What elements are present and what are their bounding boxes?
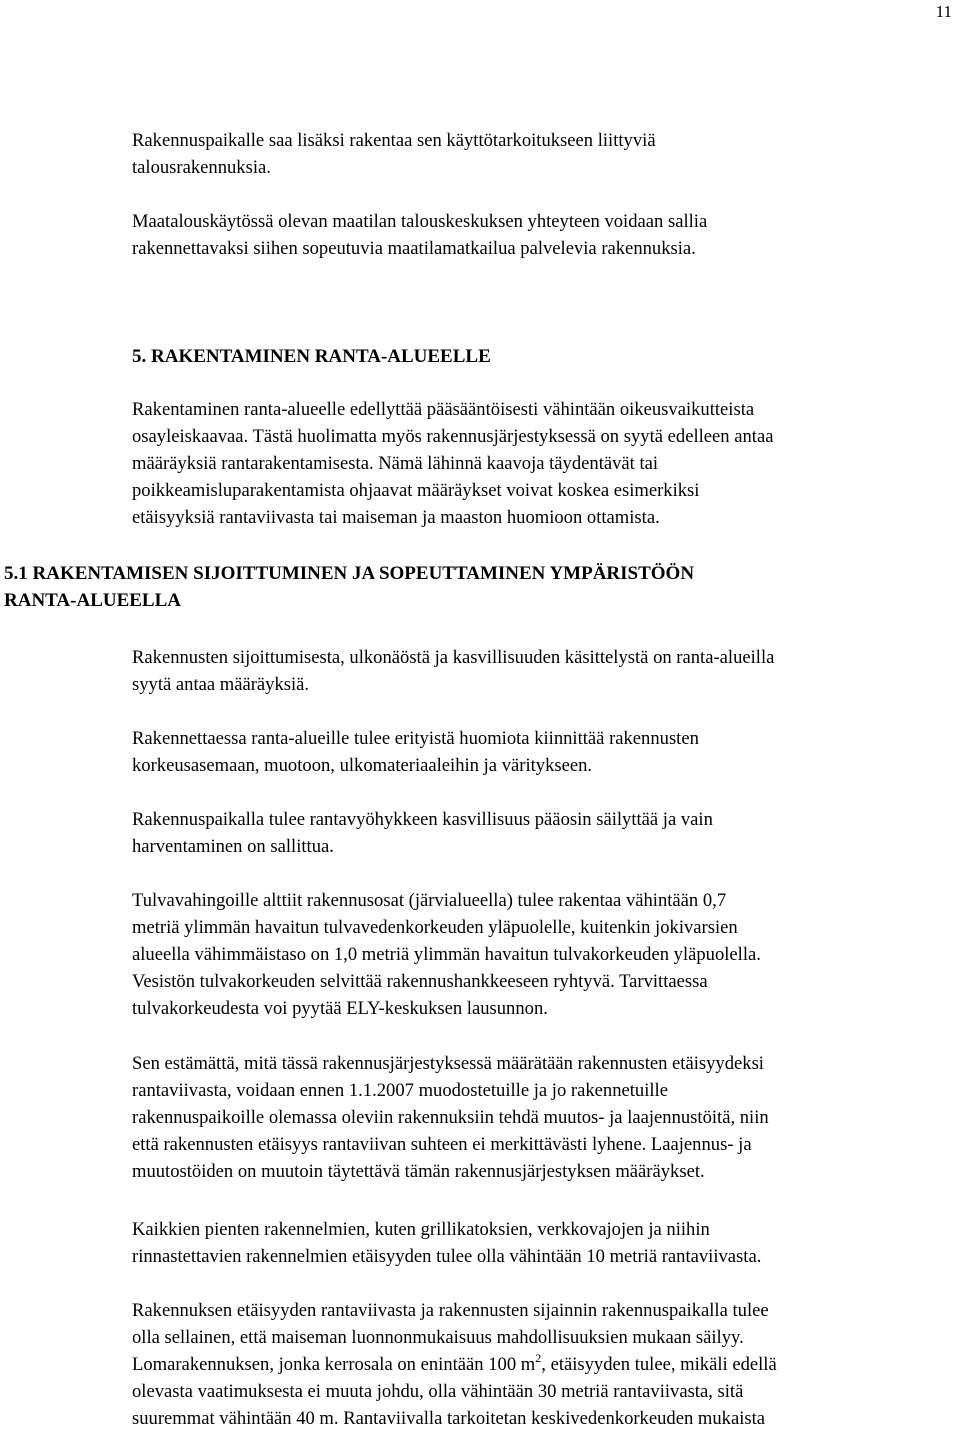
paragraph-shore-construction [132,396,958,531]
text-line: syytä antaa määräyksiä. [132,674,310,695]
text-line: rantaviivasta, voidaan ennen 1.1.2007 muodostetuille ja jo rakennetuille [132,1080,668,1101]
text-line: talousrakennuksia. [132,157,271,178]
text-line: alueella vähimmäistaso on 1,0 metriä ylimmän havaitun tulvakorkeuden yläpuolella. [132,944,761,965]
text-line: Rakennusten sijoittumisesta, ulkonäöstä ja kasvillisuuden käsittelystä on ranta-alueilla [132,647,775,668]
section-heading-5-1 [4,560,694,614]
paragraph-small-structures [132,1216,958,1270]
paragraph-vegetation [132,806,958,860]
text-line [132,1351,958,1378]
text-line: Kaikkien pienten rakennelmien, kuten grillikatoksien, verkkovajojen ja niihin [132,1219,710,1240]
page-number: 11 [935,2,952,21]
text-fragment: , etäisyyden tulee, mikäli edellä [541,1354,777,1375]
paragraph-outbuildings [132,127,958,181]
text-line: Maatalouskäytössä olevan maatilan talouskeskuksen yhteyteen voidaan sallia [132,211,708,232]
paragraph-existing-buildings [132,1050,958,1185]
text-line: metriä ylimmän havaitun tulvavedenkorkeuden yläpuolelle, kuitenkin jokivarsien [132,917,738,938]
text-line: korkeusasemaan, muotoon, ulkomateriaaleihin ja väritykseen. [132,755,593,776]
text-line: Rakennuspaikalla tulee rantavyöhykkeen kasvillisuus pääosin säilyttää ja vain [132,809,713,830]
text-line: rakennuspaikoille olemassa oleviin rakennuksiin tehdä muutos- ja laajennustöitä, niin [132,1107,769,1128]
text-line: tulvakorkeudesta voi pyytää ELY-keskuksen lausunnon. [132,998,548,1019]
heading-line: 5.1 RAKENTAMISEN SIJOITTUMINEN JA SOPEUTTAMINEN YMPÄRISTÖÖN [4,563,695,584]
paragraph-farm-tourism [132,208,958,262]
text-line: Sen estämättä, mitä tässä rakennusjärjestyksessä määrätään rakennusten etäisyydeksi [132,1053,764,1074]
text-line: Rakentaminen ranta-alueelle edellyttää pääsääntöisesti vähintään oikeusvaikutteista [132,399,755,420]
text-line: poikkeamisluparakentamista ohjaavat määräykset voivat koskea esimerkiksi [132,480,700,501]
text-line: harventaminen on sallittua. [132,836,334,857]
paragraph-shore-distance [132,1297,958,1432]
text-line: Vesistön tulvakorkeuden selvittää rakennushankkeeseen ryhtyvä. Tarvittaessa [132,971,708,992]
text-line: etäisyyksiä rantaviivasta tai maiseman ja maaston huomioon ottamista. [132,507,660,528]
text-line: muutostöiden on muutoin täytettävä tämän rakennusjärjestyksen määräykset. [132,1161,705,1182]
text-line: suuremmat vähintään 40 m. Rantaviivalla tarkoitetan keskivedenkorkeuden mukaista [132,1408,766,1429]
text-line: olevasta vaatimuksesta ei muuta johdu, olla vähintään 30 metriä rantaviivasta, sitä [132,1381,744,1402]
text-line: määräyksiä rantarakentamisesta. Nämä lähinnä kaavoja täydentävät tai [132,453,659,474]
text-line: Rakennettaessa ranta-alueille tulee erityistä huomiota kiinnittää rakennusten [132,728,699,749]
text-line: osayleiskaavaa. Tästä huolimatta myös rakennusjärjestyksessä on syytä edelleen antaa [132,426,774,447]
paragraph-flood-levels [132,887,958,1022]
heading-line: RANTA-ALUEELLA [4,590,182,611]
superscript-two: 2 [535,1351,542,1365]
paragraph-building-attention [132,725,958,779]
text-line: Tulvavahingoille alttiit rakennusosat (järvialueella) tulee rakentaa vähintään 0,7 [132,890,727,911]
text-line: rinnastettavien rakennelmien etäisyyden tulee olla vähintään 10 metriä rantaviivasta. [132,1246,762,1267]
section-heading-5: 5. RAKENTAMINEN RANTA-ALUEELLE [132,346,491,367]
text-line: että rakennusten etäisyys rantaviivan suhteen ei merkittävästi lyhene. Laajennus- ja [132,1134,752,1155]
paragraph-placement-rules [132,644,958,698]
text-fragment: Lomarakennuksen, jonka kerrosala on enintään 100 m [132,1354,536,1375]
text-line: rakennettavaksi siihen sopeutuvia maatilamatkailua palvelevia rakennuksia. [132,238,696,259]
text-line: Rakennuspaikalle saa lisäksi rakentaa sen käyttötarkoitukseen liittyviä [132,130,656,151]
text-line: Rakennuksen etäisyyden rantaviivasta ja rakennusten sijainnin rakennuspaikalla tulee [132,1300,769,1321]
text-line: olla sellainen, että maiseman luonnonmukaisuus mahdollisuuksien mukaan säilyy. [132,1327,744,1348]
